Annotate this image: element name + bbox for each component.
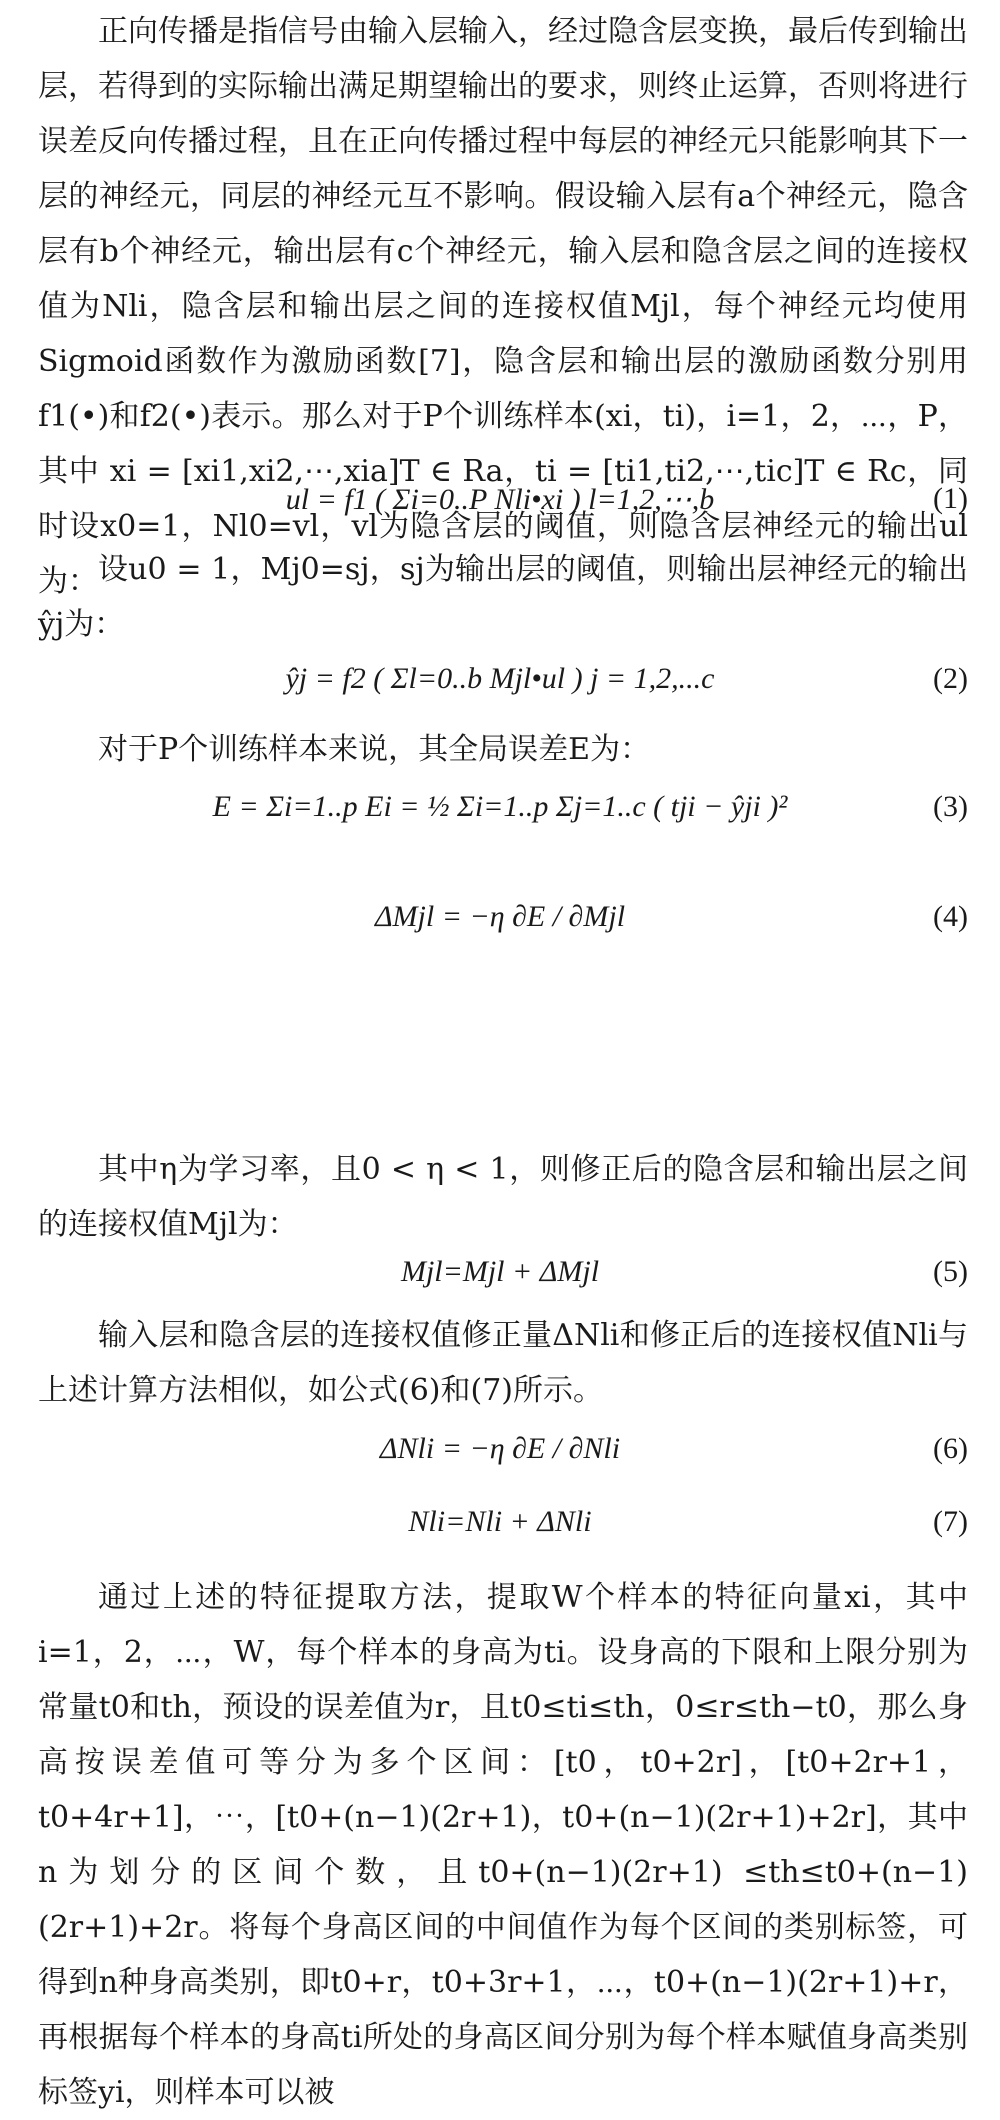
equation-1-number: (1) [933,482,968,515]
equation-6-number: (6) [933,1432,968,1465]
equation-6-body: ΔNli = −η ∂E / ∂Nli [379,1432,621,1465]
equation-4-number: (4) [933,900,968,933]
equation-3-number: (3) [933,790,968,823]
equation-4-body: ΔMjl = −η ∂E / ∂Mjl [374,900,626,933]
equation-5 [0,1255,1000,1315]
equation-7-number: (7) [933,1505,968,1538]
paragraph-input-hidden-weights: 输入层和隐含层的连接权值修正量ΔNli和修正后的连接权值Nli与上述计算方法相似，如公式(6)和(7)所示。 [38,1318,968,1408]
paragraph-global-error: 对于P个训练样本来说，其全局误差E为： [98,732,651,767]
equation-1-body: ul = f1 ( Σi=0..P Nli•xi ) l=1,2,⋯,b [285,483,715,516]
equation-2-body: ŷj = f2 ( Σl=0..b Mjl•ul ) j = 1,2,...c [285,662,715,695]
equation-5-number: (5) [933,1255,968,1288]
equation-4 [0,880,1000,940]
equation-7 [0,1505,1000,1565]
paragraph-height-intervals: 通过上述的特征提取方法，提取W个样本的特征向量xi，其中i=1，2，⋯，W，每个样本的身高为ti。设身高的下限和上限分别为常量t0和th，预设的误差值为r，且t0≤ti≤th，0≤r≤th−t0，那么身高按误差值可等分为多个区间：[t0，t0+2r]，[t0+2r+1，t0+4r+1]，⋯，[t0+(n−1)(2r+1)，t0+(n−1)(2r+1)+2r]，其中n为划分的区间个数，且t0+(n−1)(2r+1) ≤th≤t0+(n−1)(2r+1)+2r。将每个身高区间的中间值作为每个区间的类别标签，可得到n种身高类别，即t0+r，t0+3r+1，⋯，t0+(n−1)(2r+1)+r，再根据每个样本的身高ti所处的身高区间分别为每个样本赋值身高类别标签yi，则样本可以被 [38,1580,968,2110]
equation-3-body: E = Σi=1..p Ei = ½ Σi=1..p Σj=1..c ( tji − ŷji )² [212,790,788,823]
equation-3 [0,770,1000,830]
paragraph-learning-rate: 其中η为学习率，且0 < η < 1，则修正后的隐含层和输出层之间的连接权值Mjl为： [38,1152,968,1242]
equation-2 [0,662,1000,722]
equation-1 [0,462,1000,522]
equation-7-body: Nli=Nli + ΔNli [408,1505,592,1538]
equation-2-number: (2) [933,662,968,695]
paragraph-forward-propagation: 正向传播是指信号由输入层输入，经过隐含层变换，最后传到输出层，若得到的实际输出满足期望输出的要求，则终止运算，否则将进行误差反向传播过程，且在正向传播过程中每层的神经元只能影响其下一层的神经元，同层的神经元互不影响。假设输入层有a个神经元，隐含层有b个神经元，输出层有c个神经元，输入层和隐含层之间的连接权值为Nli，隐含层和输出层之间的连接权值Mjl，每个神经元均使用Sigmoid函数作为激励函数[7]，隐含层和输出层的激励函数分别用f1(•)和f2(•)表示。那么对于P个训练样本(xi，ti)，i=1，2，⋯，P，其中 xi = [xi1,xi2,⋯,xia]T ∈ Ra，ti = [ti1,ti2,⋯,tic]T ∈ Rc，同时设x0=1，Nl0=vl，vl为隐含层的阈值，则隐含层神经元的输出ul为： [38,14,968,599]
paragraph-output-layer: 设u0 = 1，Mj0=sj，sj为输出层的阈值，则输出层神经元的输出ŷj为： [38,552,968,642]
equation-5-body: Mjl=Mjl + ΔMjl [400,1255,600,1288]
equation-6 [0,1412,1000,1472]
